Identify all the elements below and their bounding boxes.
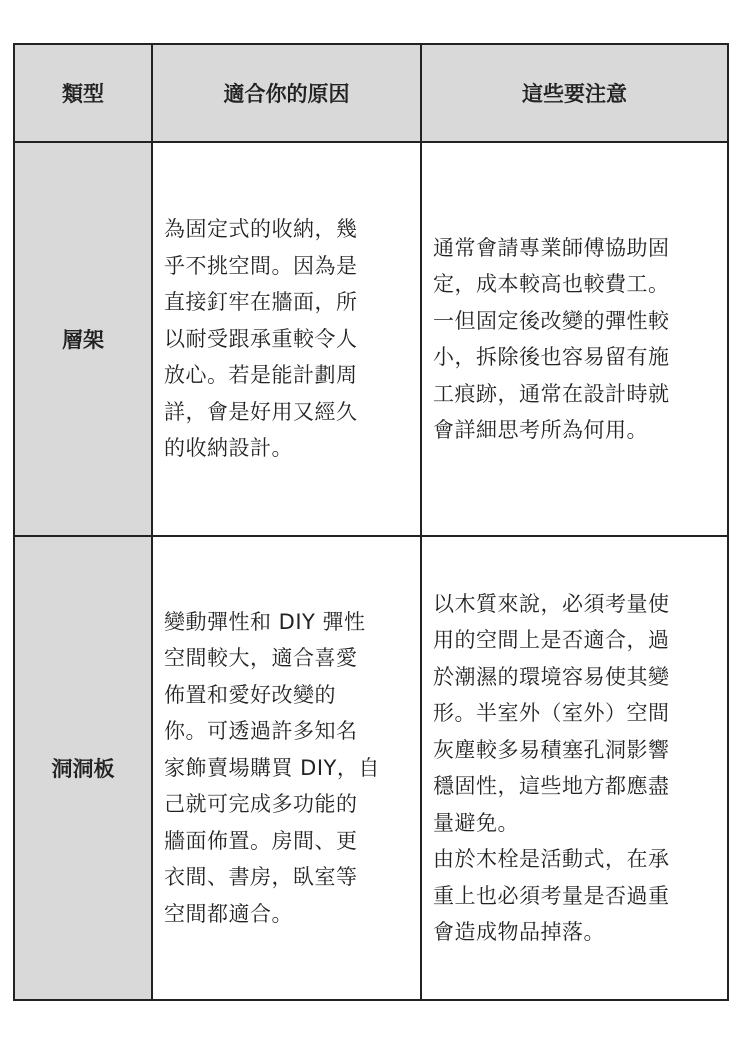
row-caution: 以木質來說，必須考量使 用的空間上是否適合，過 於潮濕的環境容易使其變 形。半室外（室外）空間 灰塵較多易積塞孔洞影響 穩固性，這些地方都應盡 量避免。 由於木栓是活動式，在承 重上也必須考量是否過重 會造成物品掉落。 — [421, 536, 728, 1000]
header-caution: 這些要注意 — [421, 44, 728, 142]
table-row — [14, 142, 728, 536]
header-row — [14, 44, 728, 142]
table-row — [14, 536, 728, 1000]
header-type: 類型 — [14, 44, 152, 142]
row-type: 洞洞板 — [14, 536, 152, 1000]
row-reason: 為固定式的收納，幾 乎不挑空間。因為是 直接釘牢在牆面，所 以耐受跟承重較令人 放心。若是能計劃周 詳，會是好用又經久 的收納設計。 — [152, 142, 421, 536]
row-caution: 通常會請專業師傅協助固 定，成本較高也較費工。 一但固定後改變的彈性較 小，拆除後也容易留有施 工痕跡，通常在設計時就 會詳細思考所為何用。 — [421, 142, 728, 536]
header-reason: 適合你的原因 — [152, 44, 421, 142]
comparison-table — [13, 43, 729, 1001]
row-type: 層架 — [14, 142, 152, 536]
row-reason: 變動彈性和 DIY 彈性 空間較大，適合喜愛 佈置和愛好改變的 你。可透過許多知名 家飾賣場購買 DIY，自 己就可完成多功能的 牆面佈置。房間、更 衣間、書房，臥室等 空間都適合。 — [152, 536, 421, 1000]
